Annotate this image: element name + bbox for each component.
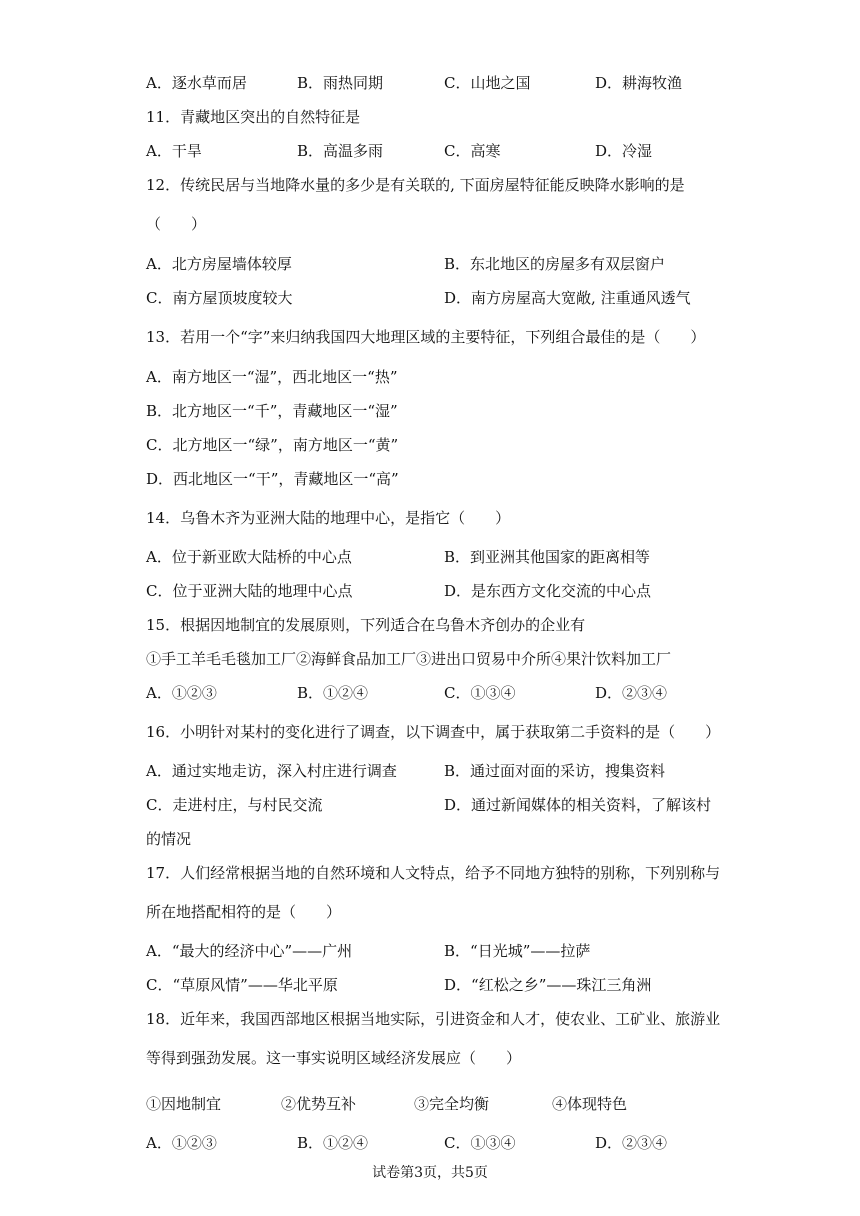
q13-option-a: A．南方地区一“湿”，西北地区一“热” bbox=[146, 368, 398, 386]
option-b: B．高温多雨 bbox=[297, 142, 384, 160]
q16-options-row2 bbox=[146, 794, 726, 816]
q13-option-d: D．西北地区一“干”，青藏地区一“高” bbox=[146, 470, 399, 488]
q17-options-row1 bbox=[146, 940, 726, 962]
option-a: A．“最大的经济中心”——广州 bbox=[146, 942, 353, 960]
option-b: B．雨热同期 bbox=[297, 74, 384, 92]
q11-options bbox=[146, 140, 706, 162]
q18-items bbox=[146, 1093, 706, 1115]
q13-option-c: C．北方地区一“绿”，南方地区一“黄” bbox=[146, 436, 399, 454]
q18-stem: 18．近年来，我国西部地区根据当地实际，引进资金和人才，使农业、工矿业、旅游业 bbox=[146, 1010, 721, 1028]
option-a: A．位于新亚欧大陆桥的中心点 bbox=[146, 548, 352, 566]
q14-options-row1 bbox=[146, 546, 726, 568]
q17-options-row2 bbox=[146, 974, 726, 996]
option-a: A．①②③ bbox=[146, 684, 217, 702]
option-b: B．通过面对面的采访，搜集资料 bbox=[444, 762, 666, 780]
option-d: D．②③④ bbox=[595, 684, 668, 702]
q18-stem-cont: 等得到强劲发展。这一事实说明区域经济发展应（ ） bbox=[146, 1049, 522, 1067]
option-c: C．①③④ bbox=[444, 1134, 516, 1152]
option-c: C．走进村庄，与村民交流 bbox=[146, 796, 323, 814]
item-1: ①因地制宜 bbox=[146, 1095, 222, 1113]
option-c: C．“草原风情”——华北平原 bbox=[146, 976, 338, 994]
q10-options bbox=[146, 72, 706, 94]
item-4: ④体现特色 bbox=[552, 1095, 628, 1113]
option-a: A．通过实地走访，深入村庄进行调查 bbox=[146, 762, 397, 780]
item-3: ③完全均衡 bbox=[414, 1095, 490, 1113]
q13-option-b: B．北方地区一“千”，青藏地区一“湿” bbox=[146, 402, 398, 420]
q15-items: ①手工羊毛毛毯加工厂②海鲜食品加工厂③进出口贸易中介所④果汁饮料加工厂 bbox=[146, 650, 672, 668]
q14-options-row2 bbox=[146, 580, 726, 602]
q12-options-row2 bbox=[146, 287, 726, 309]
item-2: ②优势互补 bbox=[281, 1095, 357, 1113]
option-a: A．逐水草而居 bbox=[146, 74, 247, 92]
q12-options-row1 bbox=[146, 253, 726, 275]
page-footer: 试卷第3页，共5页 bbox=[372, 1165, 488, 1181]
option-c: C．①③④ bbox=[444, 684, 516, 702]
option-b: B．到亚洲其他国家的距离相等 bbox=[444, 548, 651, 566]
q12-stem: 12．传统民居与当地降水量的多少是有关联的, 下面房屋特征能反映降水影响的是 bbox=[146, 176, 685, 194]
option-a: A．干旱 bbox=[146, 142, 202, 160]
q15-stem: 15．根据因地制宜的发展原则，下列适合在乌鲁木齐创办的企业有 bbox=[146, 616, 586, 634]
option-d: D．“红松之乡”——珠江三角洲 bbox=[444, 976, 652, 994]
option-d: D．通过新闻媒体的相关资料，了解该村 bbox=[444, 796, 712, 814]
option-b: B．“日光城”——拉萨 bbox=[444, 942, 591, 960]
option-d: D．是东西方文化交流的中心点 bbox=[444, 582, 652, 600]
option-b: B．①②④ bbox=[297, 684, 369, 702]
option-c: C．高寒 bbox=[444, 142, 501, 160]
q16-options-row1 bbox=[146, 760, 726, 782]
option-d: D．冷湿 bbox=[595, 142, 653, 160]
option-d: D．耕海牧渔 bbox=[595, 74, 683, 92]
q12-stem-blank: （ ） bbox=[146, 215, 207, 233]
q16-option-d-wrap: 的情况 bbox=[146, 830, 192, 848]
option-d: D．南方房屋高大宽敞, 注重通风透气 bbox=[444, 289, 691, 307]
q17-stem-cont: 所在地搭配相符的是（ ） bbox=[146, 903, 342, 921]
option-a: A．①②③ bbox=[146, 1134, 217, 1152]
q13-stem: 13．若用一个“字”来归纳我国四大地理区域的主要特征，下列组合最佳的是（ ） bbox=[146, 328, 706, 346]
q18-options bbox=[146, 1132, 706, 1154]
option-b: B．东北地区的房屋多有双层窗户 bbox=[444, 255, 666, 273]
q15-options bbox=[146, 682, 706, 704]
option-b: B．①②④ bbox=[297, 1134, 369, 1152]
q14-stem: 14．乌鲁木齐为亚洲大陆的地理中心，是指它（ ） bbox=[146, 509, 511, 527]
option-c: C．山地之国 bbox=[444, 74, 531, 92]
q11-stem: 11．青藏地区突出的自然特征是 bbox=[146, 108, 361, 126]
q17-stem: 17．人们经常根据当地的自然环境和人文特点，给予不同地方独特的别称，下列别称与 bbox=[146, 864, 721, 882]
q16-stem: 16．小明针对某村的变化进行了调查，以下调查中，属于获取第二手资料的是（ ） bbox=[146, 723, 721, 741]
option-a: A．北方房屋墙体较厚 bbox=[146, 255, 292, 273]
option-c: C．南方屋顶坡度较大 bbox=[146, 289, 293, 307]
option-d: D．②③④ bbox=[595, 1134, 668, 1152]
option-c: C．位于亚洲大陆的地理中心点 bbox=[146, 582, 353, 600]
